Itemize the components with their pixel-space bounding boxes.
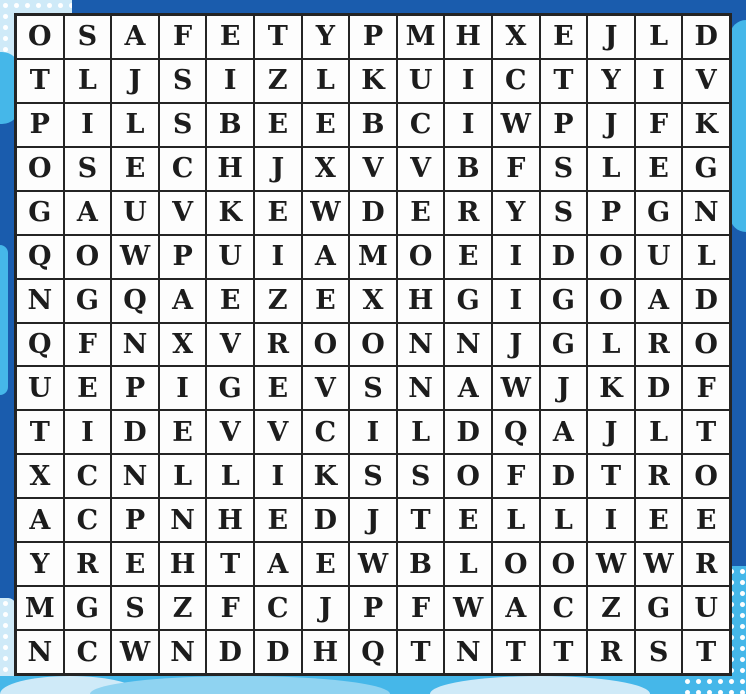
grid-cell-r1c7[interactable]: Y [303, 16, 349, 58]
grid-cell-r4c5[interactable]: H [207, 148, 253, 190]
grid-cell-r14c15[interactable]: U [683, 587, 729, 629]
grid-cell-r8c2[interactable]: F [65, 324, 111, 366]
grid-cell-r15c9[interactable]: T [398, 631, 444, 673]
grid-cell-r7c3[interactable]: Q [112, 280, 158, 322]
grid-cell-r7c7[interactable]: E [303, 280, 349, 322]
grid-cell-r8c13[interactable]: L [588, 324, 634, 366]
grid-cell-r2c5[interactable]: I [207, 60, 253, 102]
grid-cell-r3c13[interactable]: J [588, 104, 634, 146]
grid-cell-r12c12[interactable]: L [541, 499, 587, 541]
grid-cell-r8c7[interactable]: O [303, 324, 349, 366]
grid-cell-r2c15[interactable]: V [683, 60, 729, 102]
grid-cell-r6c7[interactable]: A [303, 236, 349, 278]
grid-cell-r1c12[interactable]: E [541, 16, 587, 58]
grid-cell-r5c2[interactable]: A [65, 192, 111, 234]
grid-cell-r14c4[interactable]: Z [160, 587, 206, 629]
grid-cell-r15c13[interactable]: R [588, 631, 634, 673]
grid-cell-r4c11[interactable]: F [493, 148, 539, 190]
grid-cell-r11c9[interactable]: S [398, 455, 444, 497]
grid-cell-r9c10[interactable]: A [445, 367, 491, 409]
grid-cell-r6c14[interactable]: U [636, 236, 682, 278]
grid-cell-r2c10[interactable]: I [445, 60, 491, 102]
grid-cell-r11c1[interactable]: X [17, 455, 63, 497]
decoration-bottom-wave-band [0, 676, 746, 694]
grid-cell-r5c10[interactable]: R [445, 192, 491, 234]
grid-cell-r5c13[interactable]: P [588, 192, 634, 234]
grid-cell-r15c6[interactable]: D [255, 631, 301, 673]
grid-cell-r6c12[interactable]: D [541, 236, 587, 278]
grid-cell-r10c8[interactable]: I [350, 411, 396, 453]
grid-cell-r3c1[interactable]: P [17, 104, 63, 146]
grid-cell-r15c8[interactable]: Q [350, 631, 396, 673]
grid-cell-r12c7[interactable]: D [303, 499, 349, 541]
grid-cell-r10c3[interactable]: D [112, 411, 158, 453]
grid-cell-r9c14[interactable]: D [636, 367, 682, 409]
grid-cell-r13c14[interactable]: W [636, 543, 682, 585]
grid-cell-r7c11[interactable]: I [493, 280, 539, 322]
grid-cell-r12c3[interactable]: P [112, 499, 158, 541]
grid-cell-r9c6[interactable]: E [255, 367, 301, 409]
grid-cell-r8c11[interactable]: J [493, 324, 539, 366]
grid-cell-r12c14[interactable]: E [636, 499, 682, 541]
grid-cell-r6c15[interactable]: L [683, 236, 729, 278]
grid-cell-r4c3[interactable]: E [112, 148, 158, 190]
grid-cell-r7c5[interactable]: E [207, 280, 253, 322]
grid-cell-r9c7[interactable]: V [303, 367, 349, 409]
grid-cell-r14c8[interactable]: P [350, 587, 396, 629]
grid-cell-r11c13[interactable]: T [588, 455, 634, 497]
grid-cell-r10c7[interactable]: C [303, 411, 349, 453]
grid-cell-r13c10[interactable]: L [445, 543, 491, 585]
grid-cell-r7c4[interactable]: A [160, 280, 206, 322]
grid-cell-r11c15[interactable]: O [683, 455, 729, 497]
grid-cell-r10c15[interactable]: T [683, 411, 729, 453]
grid-cell-r3c4[interactable]: S [160, 104, 206, 146]
grid-cell-r14c14[interactable]: G [636, 587, 682, 629]
grid-cell-r10c1[interactable]: T [17, 411, 63, 453]
grid-cell-r15c1[interactable]: N [17, 631, 63, 673]
grid-cell-r2c11[interactable]: C [493, 60, 539, 102]
grid-cell-r3c8[interactable]: B [350, 104, 396, 146]
grid-cell-r11c4[interactable]: L [160, 455, 206, 497]
grid-cell-r9c15[interactable]: F [683, 367, 729, 409]
grid-cell-r13c7[interactable]: E [303, 543, 349, 585]
grid-cell-r8c9[interactable]: N [398, 324, 444, 366]
grid-cell-r10c5[interactable]: V [207, 411, 253, 453]
grid-cell-r11c12[interactable]: D [541, 455, 587, 497]
grid-cell-r14c2[interactable]: G [65, 587, 111, 629]
grid-cell-r5c3[interactable]: U [112, 192, 158, 234]
grid-cell-r1c6[interactable]: T [255, 16, 301, 58]
grid-cell-r15c4[interactable]: N [160, 631, 206, 673]
grid-cell-r5c1[interactable]: G [17, 192, 63, 234]
grid-cell-r2c8[interactable]: K [350, 60, 396, 102]
grid-cell-r1c3[interactable]: A [112, 16, 158, 58]
grid-cell-r7c10[interactable]: G [445, 280, 491, 322]
grid-cell-r7c8[interactable]: X [350, 280, 396, 322]
grid-cell-r3c9[interactable]: C [398, 104, 444, 146]
grid-cell-r2c2[interactable]: L [65, 60, 111, 102]
grid-cell-r8c14[interactable]: R [636, 324, 682, 366]
grid-cell-r6c5[interactable]: U [207, 236, 253, 278]
grid-cell-r13c5[interactable]: T [207, 543, 253, 585]
grid-cell-r8c1[interactable]: Q [17, 324, 63, 366]
grid-cell-r4c8[interactable]: V [350, 148, 396, 190]
grid-cell-r10c13[interactable]: J [588, 411, 634, 453]
grid-cell-r12c10[interactable]: E [445, 499, 491, 541]
grid-cell-r5c6[interactable]: E [255, 192, 301, 234]
grid-cell-r8c15[interactable]: O [683, 324, 729, 366]
grid-cell-r5c9[interactable]: E [398, 192, 444, 234]
grid-cell-r1c15[interactable]: D [683, 16, 729, 58]
grid-cell-r13c2[interactable]: R [65, 543, 111, 585]
grid-cell-r11c7[interactable]: K [303, 455, 349, 497]
grid-cell-r7c2[interactable]: G [65, 280, 111, 322]
grid-cell-r4c14[interactable]: E [636, 148, 682, 190]
grid-cell-r14c9[interactable]: F [398, 587, 444, 629]
grid-cell-r8c3[interactable]: N [112, 324, 158, 366]
grid-cell-r6c1[interactable]: Q [17, 236, 63, 278]
grid-cell-r12c15[interactable]: E [683, 499, 729, 541]
grid-cell-r10c4[interactable]: E [160, 411, 206, 453]
grid-cell-r8c5[interactable]: V [207, 324, 253, 366]
grid-cell-r7c6[interactable]: Z [255, 280, 301, 322]
grid-cell-r6c6[interactable]: I [255, 236, 301, 278]
grid-cell-r11c5[interactable]: L [207, 455, 253, 497]
grid-cell-r15c14[interactable]: S [636, 631, 682, 673]
grid-cell-r11c6[interactable]: I [255, 455, 301, 497]
grid-cell-r10c6[interactable]: V [255, 411, 301, 453]
grid-cell-r6c9[interactable]: O [398, 236, 444, 278]
grid-cell-r15c3[interactable]: W [112, 631, 158, 673]
grid-cell-r7c15[interactable]: D [683, 280, 729, 322]
grid-cell-r12c11[interactable]: L [493, 499, 539, 541]
grid-cell-r8c4[interactable]: X [160, 324, 206, 366]
grid-cell-r6c2[interactable]: O [65, 236, 111, 278]
grid-cell-r6c4[interactable]: P [160, 236, 206, 278]
grid-cell-r6c13[interactable]: O [588, 236, 634, 278]
grid-cell-r14c10[interactable]: W [445, 587, 491, 629]
grid-cell-r3c6[interactable]: E [255, 104, 301, 146]
grid-cell-r9c12[interactable]: J [541, 367, 587, 409]
grid-cell-r8c6[interactable]: R [255, 324, 301, 366]
grid-cell-r3c3[interactable]: L [112, 104, 158, 146]
grid-cell-r9c4[interactable]: I [160, 367, 206, 409]
grid-cell-r12c2[interactable]: C [65, 499, 111, 541]
grid-cell-r10c10[interactable]: D [445, 411, 491, 453]
grid-cell-r3c2[interactable]: I [65, 104, 111, 146]
grid-cell-r10c2[interactable]: I [65, 411, 111, 453]
grid-cell-r3c12[interactable]: P [541, 104, 587, 146]
grid-cell-r13c11[interactable]: O [493, 543, 539, 585]
grid-cell-r2c1[interactable]: T [17, 60, 63, 102]
grid-cell-r13c6[interactable]: A [255, 543, 301, 585]
grid-cell-r15c15[interactable]: T [683, 631, 729, 673]
grid-cell-r9c1[interactable]: U [17, 367, 63, 409]
decoration-blob-top-right [730, 20, 746, 232]
grid-cell-r1c1[interactable]: O [17, 16, 63, 58]
grid-cell-r12c6[interactable]: E [255, 499, 301, 541]
grid-cell-r13c1[interactable]: Y [17, 543, 63, 585]
grid-cell-r12c13[interactable]: I [588, 499, 634, 541]
grid-cell-r9c5[interactable]: G [207, 367, 253, 409]
grid-cell-r12c8[interactable]: J [350, 499, 396, 541]
grid-cell-r8c8[interactable]: O [350, 324, 396, 366]
grid-cell-r1c10[interactable]: H [445, 16, 491, 58]
grid-cell-r4c9[interactable]: V [398, 148, 444, 190]
grid-cell-r3c10[interactable]: I [445, 104, 491, 146]
grid-cell-r14c3[interactable]: S [112, 587, 158, 629]
grid-cell-r3c7[interactable]: E [303, 104, 349, 146]
grid-cell-r1c9[interactable]: M [398, 16, 444, 58]
decoration-wave-pale-right [430, 676, 650, 694]
grid-cell-r11c3[interactable]: N [112, 455, 158, 497]
grid-cell-r5c5[interactable]: K [207, 192, 253, 234]
grid-cell-r15c11[interactable]: T [493, 631, 539, 673]
grid-cell-r3c11[interactable]: W [493, 104, 539, 146]
grid-cell-r1c5[interactable]: E [207, 16, 253, 58]
grid-cell-r7c1[interactable]: N [17, 280, 63, 322]
grid-cell-r3c15[interactable]: K [683, 104, 729, 146]
grid-cell-r3c5[interactable]: B [207, 104, 253, 146]
grid-cell-r11c11[interactable]: F [493, 455, 539, 497]
grid-cell-r14c13[interactable]: Z [588, 587, 634, 629]
grid-cell-r2c7[interactable]: L [303, 60, 349, 102]
grid-cell-r4c2[interactable]: S [65, 148, 111, 190]
grid-cell-r1c2[interactable]: S [65, 16, 111, 58]
grid-cell-r2c13[interactable]: Y [588, 60, 634, 102]
grid-cell-r6c10[interactable]: E [445, 236, 491, 278]
grid-cell-r11c10[interactable]: O [445, 455, 491, 497]
grid-cell-r2c12[interactable]: T [541, 60, 587, 102]
decoration-blob-left [0, 245, 8, 395]
grid-cell-r15c12[interactable]: T [541, 631, 587, 673]
grid-cell-r2c6[interactable]: Z [255, 60, 301, 102]
grid-cell-r13c4[interactable]: H [160, 543, 206, 585]
grid-cell-r12c9[interactable]: T [398, 499, 444, 541]
grid-cell-r14c11[interactable]: A [493, 587, 539, 629]
grid-cell-r6c3[interactable]: W [112, 236, 158, 278]
grid-cell-r5c11[interactable]: Y [493, 192, 539, 234]
grid-cell-r9c9[interactable]: N [398, 367, 444, 409]
grid-cell-r14c5[interactable]: F [207, 587, 253, 629]
grid-cell-r8c12[interactable]: G [541, 324, 587, 366]
grid-cell-r14c1[interactable]: M [17, 587, 63, 629]
grid-cell-r13c3[interactable]: E [112, 543, 158, 585]
grid-cell-r11c2[interactable]: C [65, 455, 111, 497]
grid-cell-r7c9[interactable]: H [398, 280, 444, 322]
grid-cell-r2c4[interactable]: S [160, 60, 206, 102]
grid-cell-r15c7[interactable]: H [303, 631, 349, 673]
grid-cell-r2c9[interactable]: U [398, 60, 444, 102]
grid-cell-r4c12[interactable]: S [541, 148, 587, 190]
grid-cell-r5c4[interactable]: V [160, 192, 206, 234]
grid-cell-r13c13[interactable]: W [588, 543, 634, 585]
grid-cell-r7c14[interactable]: A [636, 280, 682, 322]
grid-cell-r9c13[interactable]: K [588, 367, 634, 409]
grid-cell-r4c6[interactable]: J [255, 148, 301, 190]
grid-cell-r4c1[interactable]: O [17, 148, 63, 190]
word-search-grid [14, 13, 732, 676]
grid-cell-r7c13[interactable]: O [588, 280, 634, 322]
grid-cell-r9c2[interactable]: E [65, 367, 111, 409]
grid-cell-r3c14[interactable]: F [636, 104, 682, 146]
grid-cell-r13c12[interactable]: O [541, 543, 587, 585]
grid-cell-r1c11[interactable]: X [493, 16, 539, 58]
grid-cell-r4c7[interactable]: X [303, 148, 349, 190]
grid-cell-r7c12[interactable]: G [541, 280, 587, 322]
grid-cell-r4c13[interactable]: L [588, 148, 634, 190]
grid-cell-r10c12[interactable]: A [541, 411, 587, 453]
decoration-wave-light [90, 676, 390, 694]
grid-cell-r1c13[interactable]: J [588, 16, 634, 58]
grid-cell-r2c14[interactable]: I [636, 60, 682, 102]
grid-cell-r8c10[interactable]: N [445, 324, 491, 366]
grid-cell-r11c14[interactable]: R [636, 455, 682, 497]
grid-cell-r5c7[interactable]: W [303, 192, 349, 234]
grid-cell-r13c15[interactable]: R [683, 543, 729, 585]
grid-cell-r15c2[interactable]: C [65, 631, 111, 673]
grid-cell-r5c15[interactable]: N [683, 192, 729, 234]
grid-cell-r9c8[interactable]: S [350, 367, 396, 409]
grid-cell-r13c9[interactable]: B [398, 543, 444, 585]
grid-cell-r15c5[interactable]: D [207, 631, 253, 673]
grid-cell-r2c3[interactable]: J [112, 60, 158, 102]
grid-cell-r11c8[interactable]: S [350, 455, 396, 497]
grid-cell-r10c9[interactable]: L [398, 411, 444, 453]
grid-cell-r1c4[interactable]: F [160, 16, 206, 58]
grid-cell-r10c14[interactable]: L [636, 411, 682, 453]
grid-cell-r6c11[interactable]: I [493, 236, 539, 278]
grid-cell-r5c12[interactable]: S [541, 192, 587, 234]
grid-cell-r1c8[interactable]: P [350, 16, 396, 58]
grid-cell-r9c11[interactable]: W [493, 367, 539, 409]
grid-cell-r1c14[interactable]: L [636, 16, 682, 58]
grid-cell-r4c10[interactable]: B [445, 148, 491, 190]
grid-cell-r5c8[interactable]: D [350, 192, 396, 234]
grid-cell-r14c12[interactable]: C [541, 587, 587, 629]
grid-cell-r6c8[interactable]: M [350, 236, 396, 278]
grid-cell-r13c8[interactable]: W [350, 543, 396, 585]
grid-cell-r4c4[interactable]: C [160, 148, 206, 190]
grid-cell-r14c6[interactable]: C [255, 587, 301, 629]
grid-cell-r5c14[interactable]: G [636, 192, 682, 234]
grid-cell-r10c11[interactable]: Q [493, 411, 539, 453]
grid-cell-r9c3[interactable]: P [112, 367, 158, 409]
grid-cell-r14c7[interactable]: J [303, 587, 349, 629]
grid-cell-r15c10[interactable]: N [445, 631, 491, 673]
grid-cell-r12c1[interactable]: A [17, 499, 63, 541]
grid-cell-r12c5[interactable]: H [207, 499, 253, 541]
grid-cell-r4c15[interactable]: G [683, 148, 729, 190]
grid-cell-r12c4[interactable]: N [160, 499, 206, 541]
